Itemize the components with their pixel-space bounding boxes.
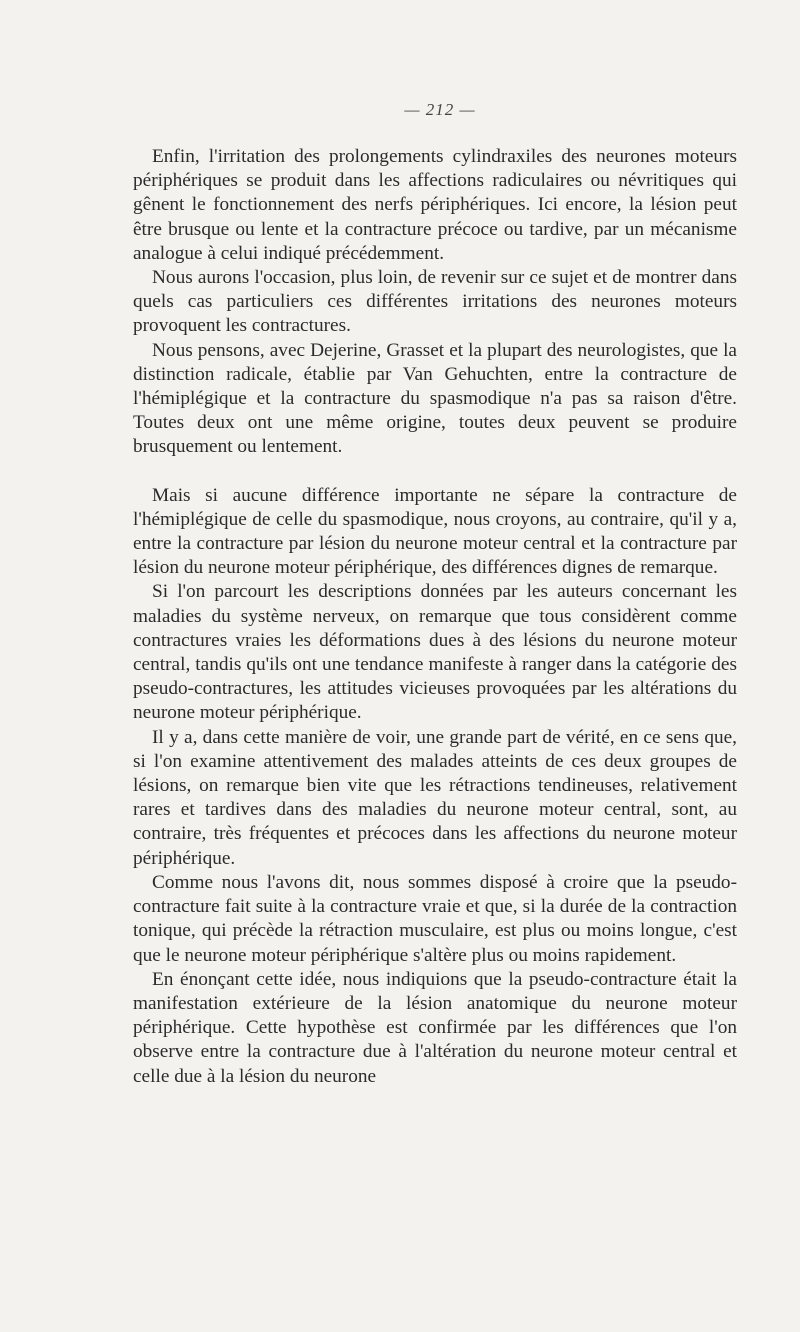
paragraph-8: En énonçant cette idée, nous indiquions que la pseudo-contracture était la manifestation extérieure de la lésion anatomique du neurone moteur périphérique. Cette hypothèse est confirmée par les différences que l'on observe entre la contracture due à l'altération du neurone moteur central et celle due à la lésion du neurone: [133, 968, 737, 1087]
paragraph-5: Si l'on parcourt les descriptions données par les auteurs concernant les maladies du système nerveux, on remarque que tous considèrent comme contractures vraies les déformations dues à des lésions du neurone moteur central, tandis qu'ils ont une tendance manifeste à ranger dans la catégorie des pseudo-contractures, les attitudes vicieuses provoquées par les altérations du neurone moteur périphérique.: [133, 581, 737, 724]
paragraph-6: Il y a, dans cette manière de voir, une grande part de vérité, en ce sens que, si l'on examine attentivement des malades atteints de ces deux groupes de lésions, on remarque bien vite que les rétractions tendineuses, relativement rares et tardives dans des maladies du neurone moteur central, sont, au contraire, très fréquentes et précoces dans les affections du neurone moteur périphérique.: [133, 726, 737, 869]
paragraph-3: Nous pensons, avec Dejerine, Grasset et la plupart des neurologistes, que la distinction radicale, établie par Van Gehuchten, entre la contracture de l'hémiplégique et la contracture du spasmodique n'a pas sa raison d'être. Toutes deux ont une même origine, toutes deux peuvent se produire brusquement ou lentement.: [133, 339, 737, 458]
paragraph-4: Mais si aucune différence importante ne sépare la contracture de l'hémiplégique de celle du spasmodique, nous croyons, au contraire, qu'il y a, entre la contracture par lésion du neurone moteur central et la contracture par lésion du neurone moteur périphérique, des différences dignes de remarque.: [133, 484, 737, 579]
paragraph-7: Comme nous l'avons dit, nous sommes disposé à croire que la pseudo-contracture fait suite à la contracture vraie et que, si la durée de la contraction tonique, qui précède la rétraction musculaire, est plus ou moins longue, c'est que le neurone moteur périphérique s'altère plus ou moins rapidement.: [133, 871, 737, 966]
page-number: — 212 —: [404, 100, 476, 119]
paragraph-2: Nous aurons l'occasion, plus loin, de revenir sur ce sujet et de montrer dans quels cas particuliers ces différentes irritations des neurones moteurs provoquent les contractures.: [133, 267, 737, 337]
body-text: [133, 145, 737, 1089]
paragraph-1: Enfin, l'irritation des prolongements cylindraxiles des neurones moteurs périphériques se produit dans les affections radiculaires ou névritiques qui gênent le fonctionnement des nerfs périphériques. Ici encore, la lésion peut être brusque ou lente et la contracture précoce ou tardive, par un mécanisme analogue à celui indiqué précédemment.: [133, 146, 737, 264]
